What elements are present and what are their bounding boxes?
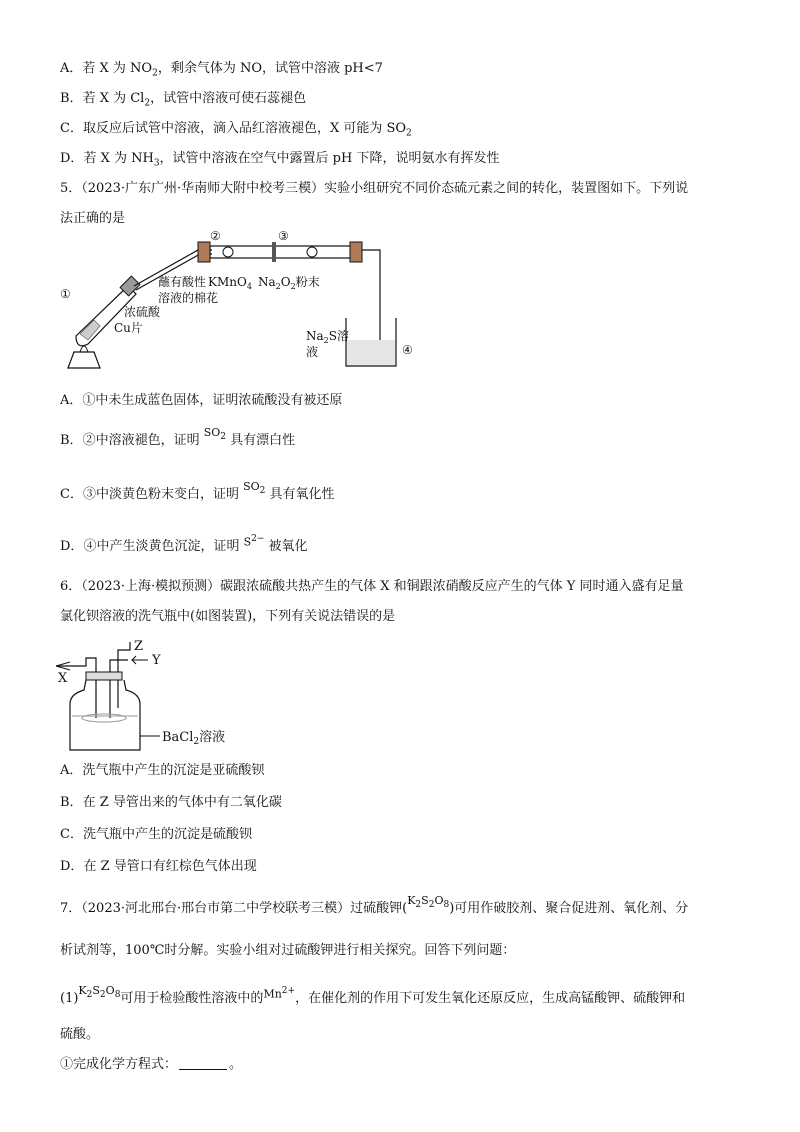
q6-stem: 6．（2023·上海·模拟预测）碳跟浓硫酸共热产生的气体 X 和铜跟浓硝酸反应产生的气体 Y 同时通入盛有足量	[60, 579, 684, 594]
q5-option-b: B．②中溶液褪色，证明 $SO_2$ 具有漂白性	[60, 426, 296, 448]
q5-option-a: A．①中未生成蓝色固体，证明浓硫酸没有被还原	[60, 393, 343, 408]
inlet-tube-x	[56, 658, 96, 718]
q7-part1-subquestion: ①完成化学方程式： 。	[60, 1057, 243, 1072]
label-y: Y	[152, 653, 161, 668]
q7-stem-cont: 析试剂等，100℃时分解。实验小组对过硫酸钾进行相关探究。回答下列问题：	[60, 943, 516, 958]
q6-option-d: D．在 Z 导管口有红棕色气体出现	[60, 859, 257, 874]
stopper-right	[350, 242, 362, 262]
kmno4-label-b: KMnO$_4$	[208, 275, 252, 291]
na2s-label-b: 液	[306, 345, 319, 359]
answer-blank[interactable]	[179, 1069, 227, 1070]
label-x: X	[58, 671, 68, 686]
burner-flame	[80, 346, 88, 352]
label-2: ②	[210, 229, 221, 243]
label-4: ④	[402, 343, 413, 357]
q5-stem: 5．（2023·广东广州·华南师大附中校考三模）实验小组研究不同价态硫元素之间的转化，装置图如下。下列说	[60, 181, 689, 196]
q7-stem: 7．（2023·河北邢台·邢台市第二中学校联考三模）过硫酸钾$(K_2S_2O_8)$可用作破胶剂、聚合促进剂、氧化剂、分	[60, 894, 689, 916]
label-z: Z	[134, 639, 144, 654]
label-bacl2: BaCl$_2$溶液	[162, 730, 226, 747]
bottle-stopper	[86, 672, 122, 680]
label-3: ③	[278, 229, 289, 243]
kmno4-label-c: 溶液的棉花	[158, 291, 219, 305]
na2s-solution	[347, 340, 395, 365]
k2s2o8-formula: $K_2S_2O_8$	[407, 894, 450, 911]
stopper-left	[198, 242, 210, 262]
wash-bottle	[70, 680, 140, 750]
cu-label: Cu片	[114, 321, 143, 335]
q5-option-c: C．③中淡黄色粉末变白，证明 $SO_2$ 具有氧化性	[60, 480, 335, 502]
q6-option-b: B．在 Z 导管出来的气体中有二氧化碳	[60, 795, 282, 810]
q7-part1-cont: 硫酸。	[60, 1027, 100, 1042]
q4-option-c: C．取反应后试管中溶液，滴入品红溶液褪色，X 可能为 $SO_2$	[60, 121, 412, 139]
tube-stopper	[120, 276, 140, 296]
label-1: ①	[60, 287, 71, 301]
stopper-mid	[272, 242, 276, 262]
conc-acid-label: 浓硫酸	[124, 305, 161, 319]
outlet-tube	[362, 250, 380, 344]
q5-stem-cont: 法正确的是	[60, 211, 126, 226]
na2o2-label: $Na_2O_2$粉末	[258, 275, 320, 291]
q6-wash-bottle-diagram	[56, 638, 276, 756]
kmno4-label-a: 蘸有酸性	[158, 275, 207, 289]
na2s-label-a: $Na_2S$溶	[306, 329, 349, 345]
q4-option-b: B．若 X 为 $Cl_2$，试管中溶液可使石蕊褪色	[60, 91, 307, 109]
q7-part1: $(1)K_2S_2O_8$可用于检验酸性溶液中的$Mn^{2+}$，在催化剂的作用下可发生氧化还原反应，生成高锰酸钾、硫酸钾和	[60, 984, 686, 1006]
q6-option-c: C．洗气瓶中产生的沉淀是硫酸钡	[60, 827, 252, 842]
kmno4-cotton	[223, 247, 233, 257]
q5-option-d: D．④中产生淡黄色沉淀，证明 $S^{2-}$ 被氧化	[60, 534, 308, 554]
na2o2-powder	[307, 247, 317, 257]
q6-stem-cont: 氯化钡溶液的洗气瓶中(如图装置)，下列有关说法错误的是	[60, 609, 396, 624]
q4-option-a: A．若 X 为 $NO_2$，剩余气体为 NO，试管中溶液 pH<7	[60, 61, 383, 79]
q6-option-a: A．洗气瓶中产生的沉淀是亚硫酸钡	[60, 763, 265, 778]
q5-apparatus-diagram	[50, 228, 470, 378]
alcohol-burner	[68, 352, 100, 368]
q4-option-d: D．若 X 为 $NH_3$，试管中溶液在空气中露置后 pH 下降，说明氨水有挥发性	[60, 151, 500, 169]
